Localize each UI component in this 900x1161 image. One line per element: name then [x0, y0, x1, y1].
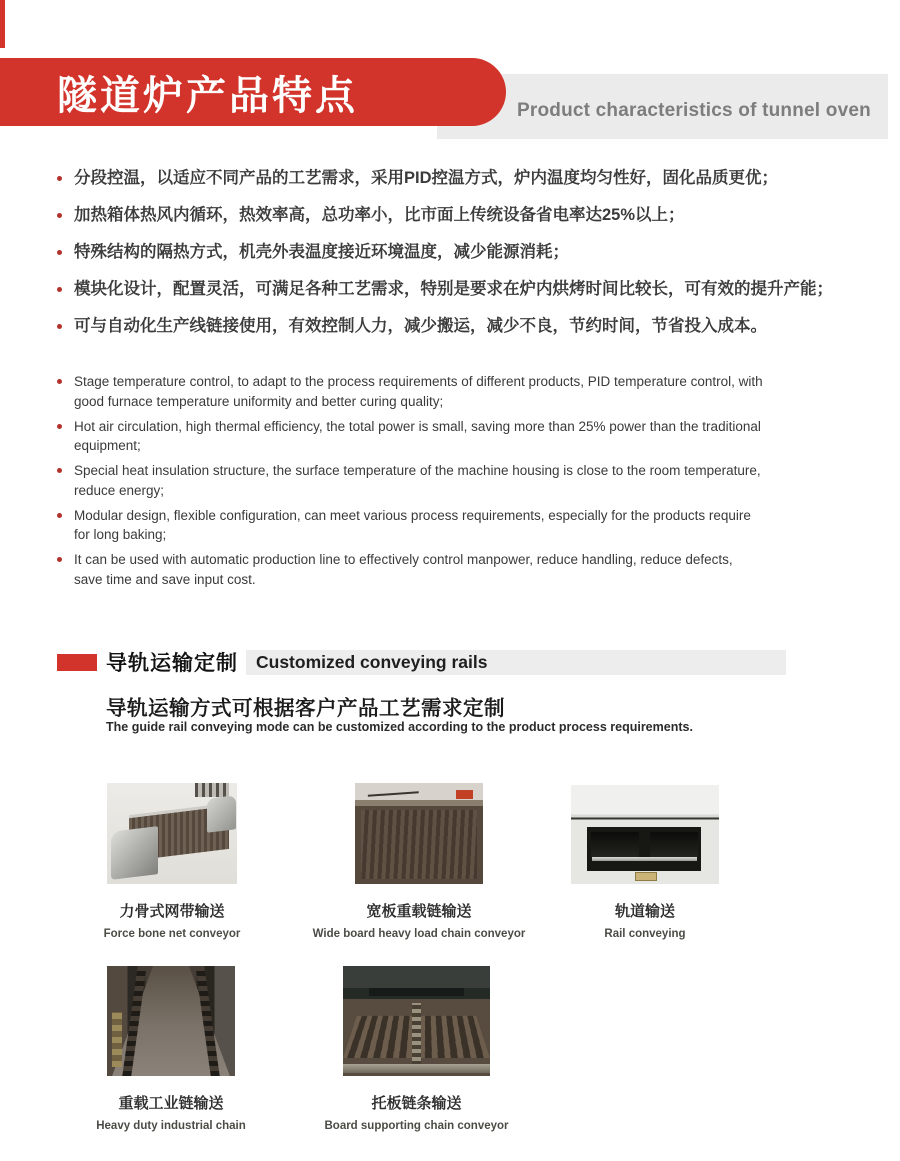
photo-heavy-duty-industrial-chain	[107, 966, 235, 1076]
section-title-cn: 导轨运输定制	[106, 652, 238, 675]
card-title-en: Force bone net conveyor	[103, 928, 241, 940]
conveyor-card-rail	[571, 785, 719, 940]
feature-item-en: Stage temperature control, to adapt to the process requirements of different products, PID temperature control, with good furnace temperature uniformity and better curing quality;	[57, 372, 763, 411]
tray	[650, 832, 698, 857]
feature-item-en: Special heat insulation structure, the surface temperature of the machine housing is close to the room temperature, reduce energy;	[57, 461, 763, 500]
card-title-en: Board supporting chain conveyor	[324, 1120, 509, 1132]
card-title-cn: 托板链条输送	[371, 1095, 462, 1112]
section-accent-block	[57, 654, 97, 671]
section-title-bar	[246, 650, 786, 675]
feature-item-cn: 可与自动化生产线链接使用，有效控制人力，减少搬运，减少不良，节约时间，节省投入成本。	[57, 316, 867, 337]
feature-item-cn: 加热箱体热风内循环，热效率高，总功率小，比市面上传统设备省电率达25%以上；	[57, 205, 867, 226]
feature-item-cn: 分段控温，以适应不同产品的工艺需求，采用PID控温方式，炉内温度均匀性好，固化品质更优；	[57, 168, 867, 189]
feature-item-en: It can be used with automatic production line to effectively control manpower, reduce handling, reduce defects, save time and save input cost.	[57, 550, 763, 589]
card-title-en: Heavy duty industrial chain	[96, 1120, 246, 1132]
conveyor-drive-parts	[195, 783, 229, 797]
front-pipe	[343, 1064, 490, 1073]
card-title-cn: 宽板重载链输送	[366, 903, 472, 920]
metal-end-cap	[111, 827, 158, 881]
photo-board-supporting-chain-conveyor	[343, 966, 490, 1076]
red-machine-part	[456, 790, 473, 799]
photo-rail-conveying	[571, 785, 719, 884]
oven-opening	[587, 827, 701, 872]
rail	[592, 857, 697, 861]
section-subtitle-cn: 导轨运输方式可根据客户产品工艺需求定制	[106, 697, 505, 720]
photo-force-bone-net-conveyor	[107, 783, 237, 884]
red-corner-strip	[0, 0, 5, 48]
card-title-en: Wide board heavy load chain conveyor	[312, 928, 526, 940]
feature-list-en	[57, 372, 763, 595]
conveyor-card-force-bone-net	[103, 783, 241, 940]
chain-board-surface	[361, 810, 476, 879]
feature-list-cn	[57, 168, 867, 353]
section-subtitle-en: The guide rail conveying mode can be customized according to the product process requirements.	[106, 720, 693, 734]
feature-item-cn: 特殊结构的隔热方式，机壳外表温度接近环境温度，减少能源消耗；	[57, 242, 867, 263]
wire-detail	[368, 791, 420, 803]
page-title: 隧道炉产品特点	[57, 73, 358, 118]
feature-item-en: Modular design, flexible configuration, can meet various process requirements, especially for the products require for long baking;	[57, 506, 763, 545]
feature-item-en: Hot air circulation, high thermal efficiency, the total power is small, saving more than 25% power than the traditional equipment;	[57, 417, 763, 456]
section-title-en: Customized conveying rails	[256, 652, 488, 672]
header-subtitle-en: Product characteristics of tunnel oven	[517, 99, 871, 121]
card-title-cn: 重载工业链输送	[118, 1095, 224, 1112]
center-chain	[412, 1003, 421, 1069]
conveyor-card-heavy-duty-chain	[96, 966, 246, 1132]
feature-item-cn: 模块化设计，配置灵活，可满足各种工艺需求，特别是要求在炉内烘烤时间比较长，可有效的提升产能；	[57, 279, 867, 300]
metal-end-cap	[207, 795, 236, 833]
card-title-cn: 力骨式网带输送	[119, 903, 225, 920]
page-title-banner	[0, 58, 506, 126]
conveyor-card-wide-board-chain	[312, 783, 526, 940]
photo-wide-board-chain-conveyor	[355, 783, 483, 884]
conveyor-card-board-supporting-chain	[324, 966, 509, 1132]
side-frame	[112, 1012, 122, 1067]
label-tag	[635, 872, 657, 881]
card-title-cn: 轨道输送	[614, 903, 676, 920]
oven-beam	[369, 988, 463, 996]
card-title-en: Rail conveying	[604, 928, 686, 940]
tray	[591, 832, 639, 857]
